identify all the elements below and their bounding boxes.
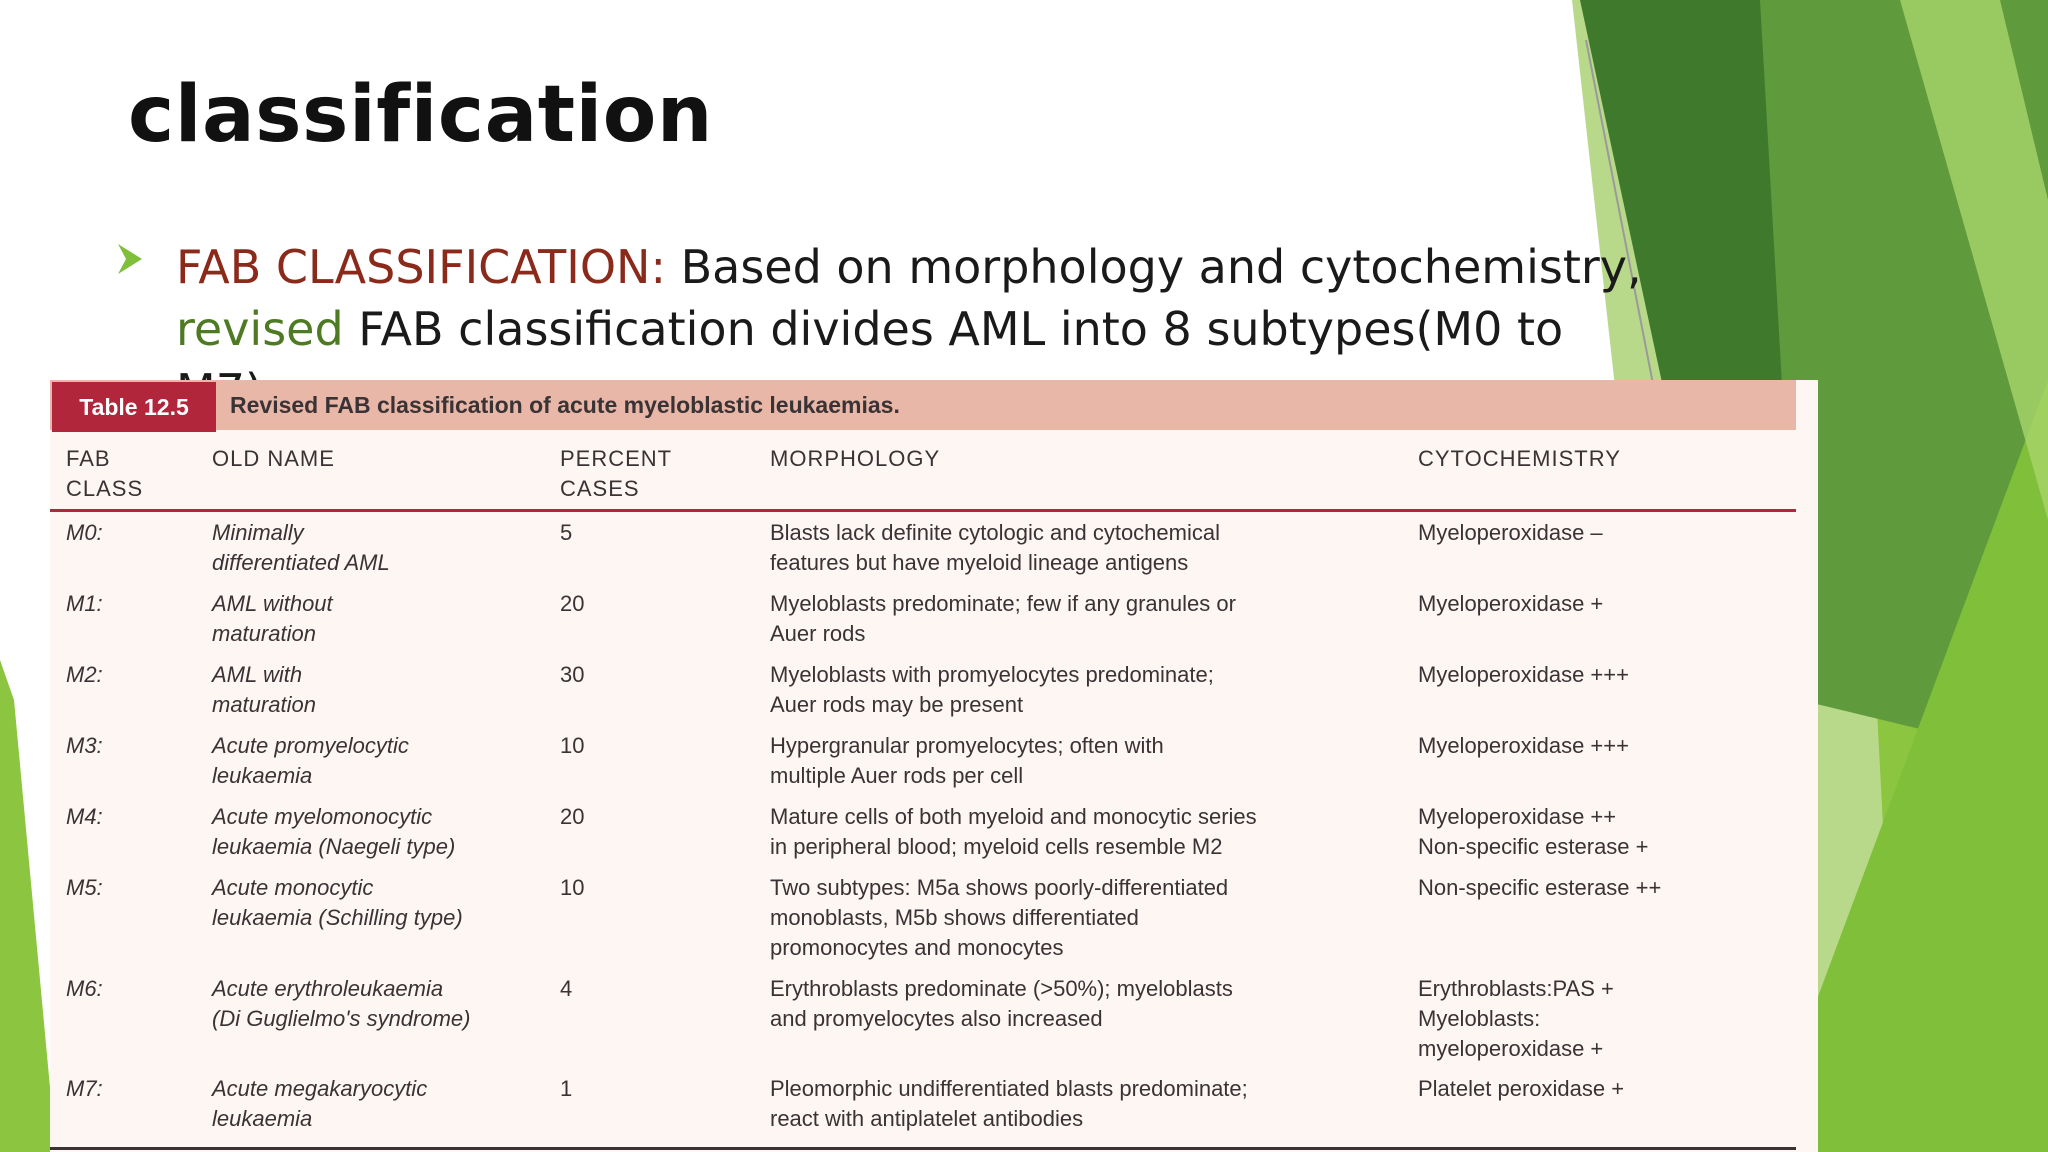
cell-line: Erythroblasts:PAS + — [1418, 976, 1614, 1001]
cell-fab-class — [66, 660, 186, 690]
cell-line: M0: — [66, 520, 103, 545]
bullet-body-2: FAB classification divides AML into 8 subtypes(M0 to — [358, 302, 1564, 356]
cell-line: Myeloperoxidase – — [1418, 520, 1603, 545]
header-morphology: MORPHOLOGY — [770, 446, 941, 471]
cell-line: and promyelocytes also increased — [770, 1006, 1103, 1031]
cell-line: Myeloperoxidase + — [1418, 591, 1604, 616]
cell-morphology — [770, 802, 1410, 862]
cell-percent — [560, 518, 660, 548]
cell-line: M7: — [66, 1076, 103, 1101]
cell-percent — [560, 660, 660, 690]
cell-fab-class — [66, 731, 186, 761]
cell-morphology — [770, 518, 1410, 578]
cell-line: 20 — [560, 591, 585, 616]
bullet-term: FAB CLASSIFICATION — [176, 240, 651, 294]
cell-cytochemistry — [1418, 873, 1778, 903]
cell-cytochemistry — [1418, 802, 1778, 862]
cell-old-name — [212, 974, 542, 1034]
cell-cytochemistry — [1418, 518, 1778, 548]
cell-line: features but have myeloid lineage antigens — [770, 550, 1189, 575]
bullet-body-1: Based on morphology and cytochemistry, — [665, 240, 1642, 294]
cell-cytochemistry — [1418, 1074, 1778, 1104]
cell-fab-class — [66, 518, 186, 548]
cell-morphology — [770, 731, 1410, 791]
table-number-tag: Table 12.5 — [52, 382, 216, 432]
cell-morphology — [770, 974, 1410, 1034]
cell-percent — [560, 873, 660, 903]
cell-percent — [560, 802, 660, 832]
header-old-name: OLD NAME — [212, 446, 335, 471]
cell-line: react with antiplatelet antibodies — [770, 1106, 1084, 1131]
header-cytochemistry: CYTOCHEMISTRY — [1418, 446, 1621, 471]
cell-line: M1: — [66, 591, 103, 616]
fab-table-image — [50, 380, 1818, 1152]
cell-morphology — [770, 873, 1410, 963]
cell-line: Hypergranular promyelocytes; often with — [770, 733, 1164, 758]
cell-line: Platelet peroxidase + — [1418, 1076, 1625, 1101]
cell-line: Blasts lack definite cytologic and cytochemical — [770, 520, 1220, 545]
cell-line: Acute myelomonocytic — [212, 804, 433, 829]
cell-line: M3: — [66, 733, 103, 758]
cell-old-name — [212, 1074, 542, 1134]
cell-line: Myeloperoxidase +++ — [1418, 733, 1629, 758]
cell-cytochemistry — [1418, 589, 1778, 619]
cell-line: Acute promyelocytic — [212, 733, 409, 758]
arrow-bullet-icon — [118, 244, 142, 274]
cell-line: Myeloperoxidase +++ — [1418, 662, 1629, 687]
cell-morphology — [770, 589, 1410, 649]
cell-line: Pleomorphic undifferentiated blasts predominate; — [770, 1076, 1248, 1101]
cell-line: maturation — [212, 621, 316, 646]
cell-line: M6: — [66, 976, 103, 1001]
cell-line: myeloperoxidase + — [1418, 1036, 1604, 1061]
cell-cytochemistry — [1418, 660, 1778, 690]
cell-line: 10 — [560, 733, 585, 758]
table-bottom-rule — [50, 1147, 1796, 1150]
cell-line: M2: — [66, 662, 103, 687]
cell-percent — [560, 974, 660, 1004]
cell-line: Myeloblasts: — [1418, 1006, 1541, 1031]
cell-cytochemistry — [1418, 731, 1778, 761]
cell-line: leukaemia — [212, 1106, 313, 1131]
cell-line: Mature cells of both myeloid and monocytic series — [770, 804, 1257, 829]
cell-line: in peripheral blood; myeloid cells resemble M2 — [770, 834, 1223, 859]
cell-fab-class — [66, 1074, 186, 1104]
cell-line: maturation — [212, 692, 316, 717]
header-percent-cases: PERCENT CASES — [560, 446, 673, 501]
cell-old-name — [212, 518, 542, 578]
cell-line: 30 — [560, 662, 585, 687]
header-fab-class: FAB CLASS — [66, 446, 144, 501]
cell-percent — [560, 1074, 660, 1104]
cell-line: differentiated AML — [212, 550, 390, 575]
header-rule — [50, 509, 1796, 512]
slide-title: classification — [128, 70, 713, 160]
cell-line: leukaemia — [212, 763, 313, 788]
cell-line: Myeloperoxidase ++ — [1418, 804, 1617, 829]
cell-line: 20 — [560, 804, 585, 829]
cell-line: monoblasts, M5b shows differentiated — [770, 905, 1139, 930]
cell-old-name — [212, 873, 542, 933]
cell-line: 5 — [560, 520, 573, 545]
cell-fab-class — [66, 873, 186, 903]
cell-percent — [560, 589, 660, 619]
cell-line: Acute monocytic — [212, 875, 374, 900]
cell-fab-class — [66, 589, 186, 619]
cell-line: 4 — [560, 976, 573, 1001]
cell-line: Myeloblasts predominate; few if any granules or — [770, 591, 1236, 616]
cell-line: Acute megakaryocytic — [212, 1076, 428, 1101]
cell-fab-class — [66, 974, 186, 1004]
cell-morphology — [770, 1074, 1410, 1134]
cell-line: Erythroblasts predominate (>50%); myeloblasts — [770, 976, 1233, 1001]
cell-line: leukaemia (Naegeli type) — [212, 834, 456, 859]
cell-old-name — [212, 589, 542, 649]
cell-line: Auer rods — [770, 621, 866, 646]
cell-line: Non-specific esterase ++ — [1418, 875, 1662, 900]
bullet-colon: : — [650, 240, 666, 294]
cell-line: M5: — [66, 875, 103, 900]
bullet-highlight: revised — [176, 302, 344, 356]
cell-line: Auer rods may be present — [770, 692, 1024, 717]
cell-old-name — [212, 802, 542, 862]
cell-line: AML without — [212, 591, 333, 616]
table-caption: Revised FAB classification of acute myeloblastic leukaemias. — [230, 392, 900, 418]
cell-line: AML with — [212, 662, 303, 687]
left-green-shape — [0, 660, 56, 1152]
cell-old-name — [212, 731, 542, 791]
cell-morphology — [770, 660, 1410, 720]
cell-fab-class — [66, 802, 186, 832]
cell-old-name — [212, 660, 542, 720]
cell-line: M4: — [66, 804, 103, 829]
cell-line: 1 — [560, 1076, 573, 1101]
cell-line: Minimally — [212, 520, 304, 545]
cell-line: Non-specific esterase + — [1418, 834, 1649, 859]
cell-line: (Di Guglielmo's syndrome) — [212, 1006, 471, 1031]
cell-percent — [560, 731, 660, 761]
cell-line: Myeloblasts with promyelocytes predominate; — [770, 662, 1214, 687]
cell-line: Two subtypes: M5a shows poorly-differentiated — [770, 875, 1229, 900]
cell-line: multiple Auer rods per cell — [770, 763, 1024, 788]
cell-line: 10 — [560, 875, 585, 900]
cell-cytochemistry — [1418, 974, 1778, 1064]
cell-line: Acute erythroleukaemia — [212, 976, 444, 1001]
cell-line: promonocytes and monocytes — [770, 935, 1064, 960]
cell-line: leukaemia (Schilling type) — [212, 905, 463, 930]
